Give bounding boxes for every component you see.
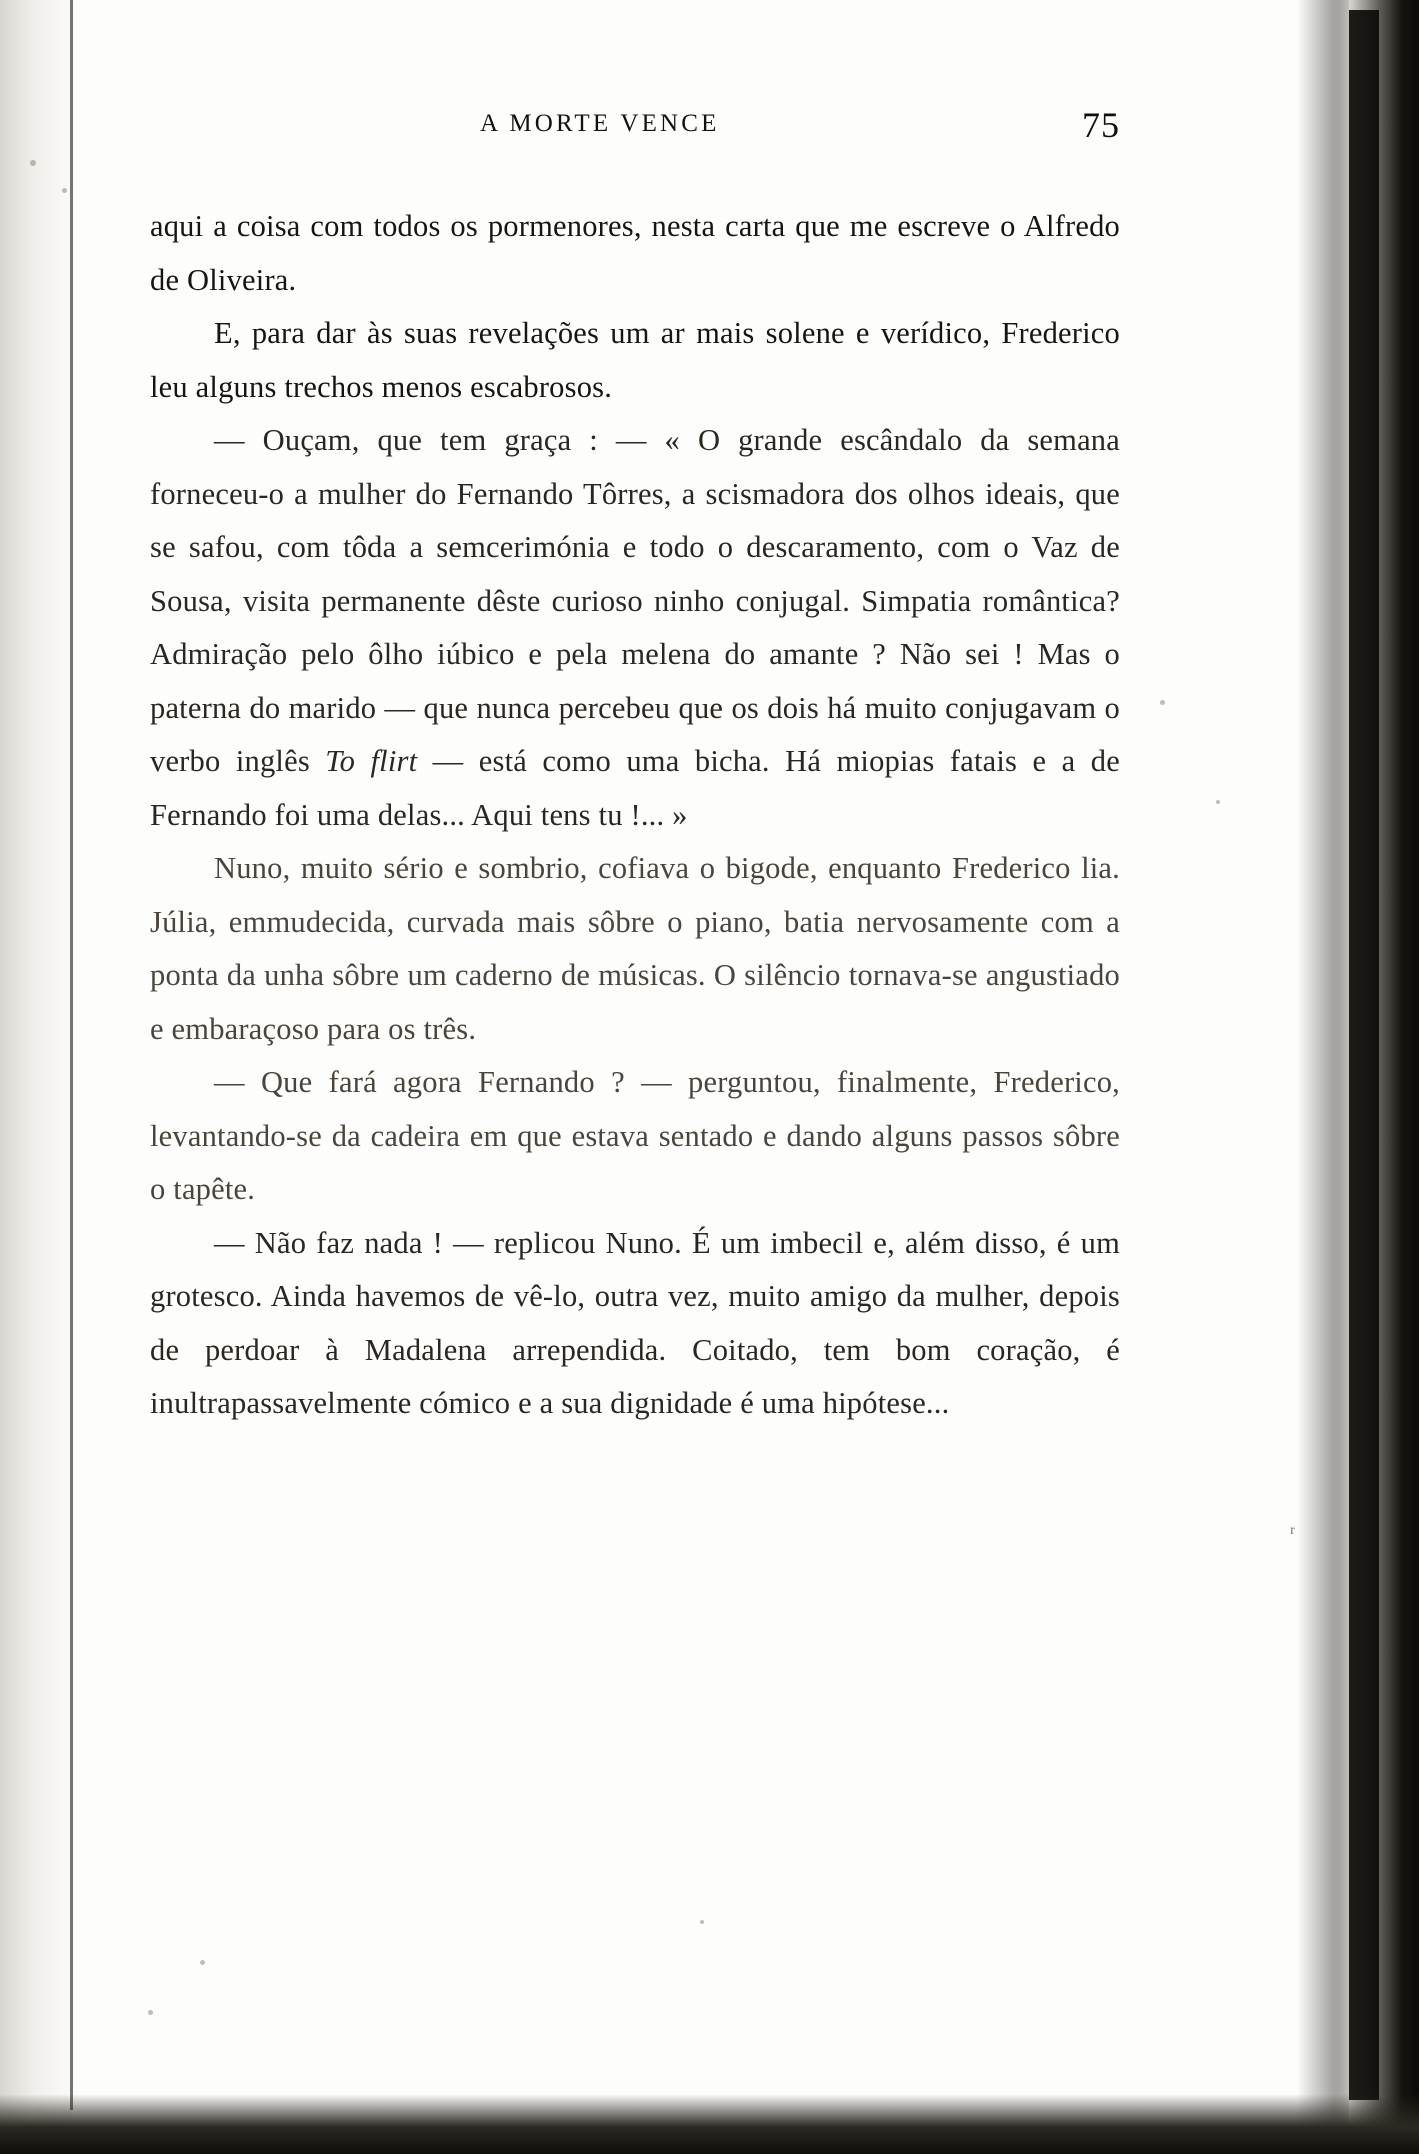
page-left-gutter <box>0 0 72 2154</box>
scan-speck <box>700 1920 704 1924</box>
scan-speck <box>1160 700 1165 705</box>
scan-speck <box>148 2010 153 2015</box>
scan-speck <box>200 1960 205 1965</box>
scan-mark: ʳ <box>1290 1520 1295 1545</box>
paragraph: — Não faz nada ! — replicou Nuno. É um imbecil e, além disso, é um grotesco. Ainda havemos de vê-lo, outra vez, muito amigo da mulher, depois de perdoar à Madalena arrependida. Coitado, tem bom coração, é inultrapassavelmente cómico e a sua dignidade é uma hipótese... <box>150 1225 1120 1420</box>
body-text <box>150 200 1120 1431</box>
paragraph: aqui a coisa com todos os pormenores, nesta carta que me escreve o Alfredo de Oliveira. <box>150 209 1120 297</box>
paragraph: E, para dar às suas revelações um ar mais solene e verídico, Frederico leu alguns trechos menos escabrosos. <box>150 316 1120 404</box>
paragraph-italic-part: To flirt <box>325 744 418 778</box>
page-content <box>150 105 1120 1431</box>
running-head <box>150 105 1120 166</box>
scan-speck <box>62 188 67 193</box>
running-head-title: A MORTE VENCE <box>480 110 720 137</box>
scan-speck <box>30 160 36 166</box>
page-right-dark-band <box>1349 10 1379 2100</box>
scan-speck <box>1216 800 1220 804</box>
paragraph-part: — está como uma bicha. Há miopias fatais e a de Fernando foi uma delas... Aqui tens tu !... » <box>150 744 1120 832</box>
page-bottom-shadow <box>0 2094 1419 2154</box>
paragraph: Nuno, muito sério e sombrio, cofiava o bigode, enquanto Frederico lia. Júlia, emmudecida, curvada mais sôbre o piano, batia nervosamente com a ponta da unha sôbre um caderno de músicas. O silêncio tornava-se angustiado e embaraçoso para os três. <box>150 851 1120 1046</box>
paragraph-part: — Ouçam, que tem graça : — « O grande escândalo da semana forneceu-o a mulher do Fernando Tôrres, a scismadora dos olhos ideais, que se safou, com tôda a semcerimónia e todo o descaramento, com o Vaz de Sousa, visita permanente dêste curioso ninho conjugal. Simpatia romântica? Admiração pelo ôlho iúbico e pela melena do amante ? Não sei ! Mas o paterna do marido — que nunca percebeu que os dois há muito conjugavam o verbo inglês <box>150 423 1120 778</box>
paragraph <box>150 414 1120 842</box>
page-left-edge-line <box>70 0 73 2110</box>
page-number: 75 <box>1082 105 1120 145</box>
paragraph: — Que fará agora Fernando ? — perguntou, finalmente, Frederico, levantando-se da cadeira em que estava sentado e dando alguns passos sôbre o tapête. <box>150 1065 1120 1206</box>
